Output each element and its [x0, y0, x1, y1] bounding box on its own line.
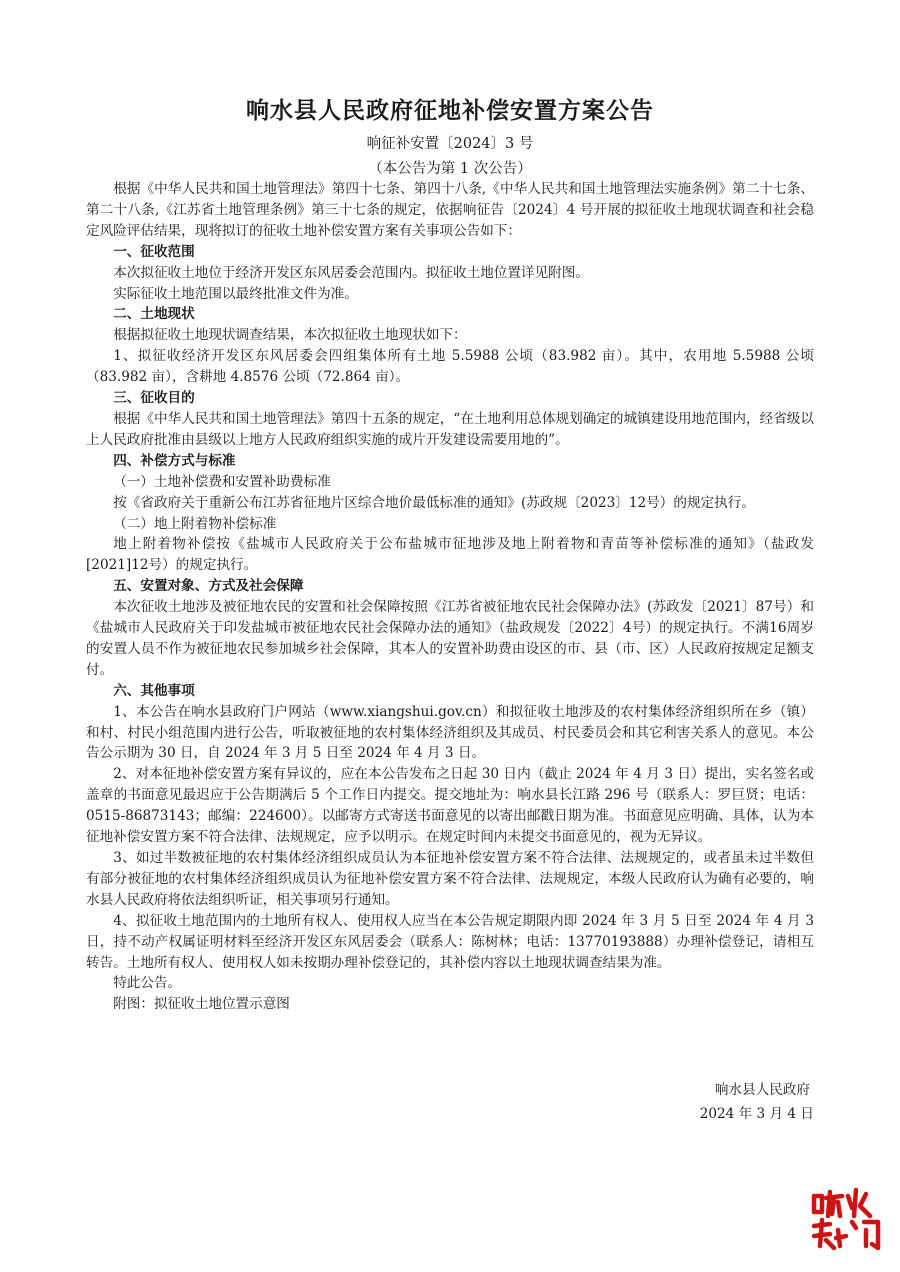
watermark-logo-icon [808, 1186, 884, 1252]
paragraph: 1、拟征收经济开发区东风居委会四组集体所有土地 5.5988 公顷（83.982 亩）。其中，农用地 5.5988 公顷（83.982 亩），含耕地 4.8576 公顷（72.864 亩）。 [86, 348, 814, 386]
document-title: 响水县人民政府征地补偿安置方案公告 [246, 98, 654, 124]
section-heading: 三、征收目的 [113, 390, 195, 407]
section-heading: 四、补偿方式与标准 [113, 452, 236, 469]
signature-date: 2024 年 3 月 4 日 [699, 1106, 814, 1122]
paragraph: 按《省政府关于重新公布江苏省征地片区综合地价最低标准的通知》(苏政规〔2023〕12号）的规定执行。 [113, 494, 755, 511]
document-number: 响征补安置〔2024〕3 号 [366, 136, 534, 152]
paragraph: 本次征收土地涉及被征地农民的安置和社会保障按照《江苏省被征地农民社会保障办法》(苏政发〔2021〕87号）和《盐城市人民政府关于印发盐城市被征地农民社会保障办法的通知》（盐政规发〔2022〕4号）的规定执行。不满16周岁的安置人员不作为被征地农民参加城乡社会保障，其本人的安置补助费由设区的市、县（市、区）人民政府按规定足额支付。 [86, 599, 814, 678]
section-heading: 五、安置对象、方式及社会保障 [113, 578, 304, 595]
paragraph: 地上附着物补偿按《盐城市人民政府关于公布盐城市征地涉及地上附着物和青苗等补偿标准的通知》（盐政发[2021]12号）的规定执行。 [86, 536, 814, 574]
paragraph: 4、拟征收土地范围内的土地所有权人、使用权人应当在本公告规定期限内即 2024 年 3 月 5 日至 2024 年 4 月 3 日，持不动产权属证明材料至经济开发区东风居委会（联系人：陈树林；电话：13770193888）办理补偿登记，请相互转告。土地所有权人、使用权人如未按期办理补偿登记的，其补偿内容以土地现状调查结果为准。 [86, 912, 814, 971]
document-body [86, 179, 814, 1015]
intro-paragraph: 根据《中华人民共和国土地管理法》第四十七条、第四十八条,《中华人民共和国土地管理法实施条例》第二十七条、第二十八条,《江苏省土地管理条例》第三十七条的规定，依据响征告〔2024〕4 号开展的拟征收土地现状调查和社会稳定风险评估结果，现将拟订的征收土地补偿安置方案有关事项公告如下： [86, 181, 814, 239]
closing-line: 特此公告。 [113, 975, 182, 992]
subheading: （一）土地补偿费和安置补助费标准 [113, 473, 331, 490]
section-heading: 六、其他事项 [113, 682, 195, 699]
paragraph: 1、本公告在响水县政府门户网站（www.xiangshui.gov.cn）和拟征收土地涉及的农村集体经济组织所在乡（镇）和村、村民小组范围内进行公告，听取被征地的农村集体经济组织及其成员、村民委员会和其它利害关系人的意见。本公告公示期为 30 日，自 2024 年 3 月 5 日至 2024 年 4 月 3 日。 [86, 703, 814, 762]
subheading: （二）地上附着物补偿标准 [113, 515, 277, 532]
paragraph: 3、如过半数被征地的农村集体经济组织成员认为本征地补偿安置方案不符合法律、法规规定的，或者虽未过半数但有部分被征地的农村集体经济组织成员认为征地补偿安置方案不符合法律、法规规定，本级人民政府认为确有必要的，响水县人民政府将依法组织听证，相关事项另行通知。 [86, 850, 814, 908]
watermark-strokes [814, 1190, 878, 1248]
paragraph: 实际征收土地范围以最终批准文件为准。 [113, 285, 358, 302]
paragraph: 本次拟征收土地位于经济开发区东风居委会范围内。拟征收土地位置详见附图。 [113, 264, 589, 281]
notice-count: （本公告为第 1 次公告） [368, 161, 532, 177]
paragraph: 根据《中华人民共和国土地管理法》第四十五条的规定，“在土地利用总体规划确定的城镇建设用地范围内，经省级以上人民政府批准由县级以上地方人民政府组织实施的成片开发建设需要用地的”。 [86, 410, 814, 448]
section-heading: 二、土地现状 [113, 306, 195, 323]
signature-organization: 响水县人民政府 [714, 1082, 810, 1098]
paragraph: 根据拟征收土地现状调查结果，本次拟征收土地现状如下： [113, 327, 467, 344]
attachment-line: 附图：拟征收土地位置示意图 [113, 996, 290, 1013]
paragraph: 2、对本征地补偿安置方案有异议的，应在本公告发布之日起 30 日内（截止 2024 年 4 月 3 日）提出，实名签名或盖章的书面意见最迟应于公告期满后 5 个工作日内提交。提交地址为：响水县长江路 296 号（联系人：罗巨贤；电话：0515-86873143；邮编：224600）。以邮寄方式寄送书面意见的以寄出邮戳日期为准。书面意见应明确、具体，认为本征地补偿安置方案不符合法律、法规规定，应予以明示。在规定时间内未提交书面意见的，视为无异议。 [86, 766, 814, 846]
section-heading: 一、征收范围 [113, 243, 195, 260]
